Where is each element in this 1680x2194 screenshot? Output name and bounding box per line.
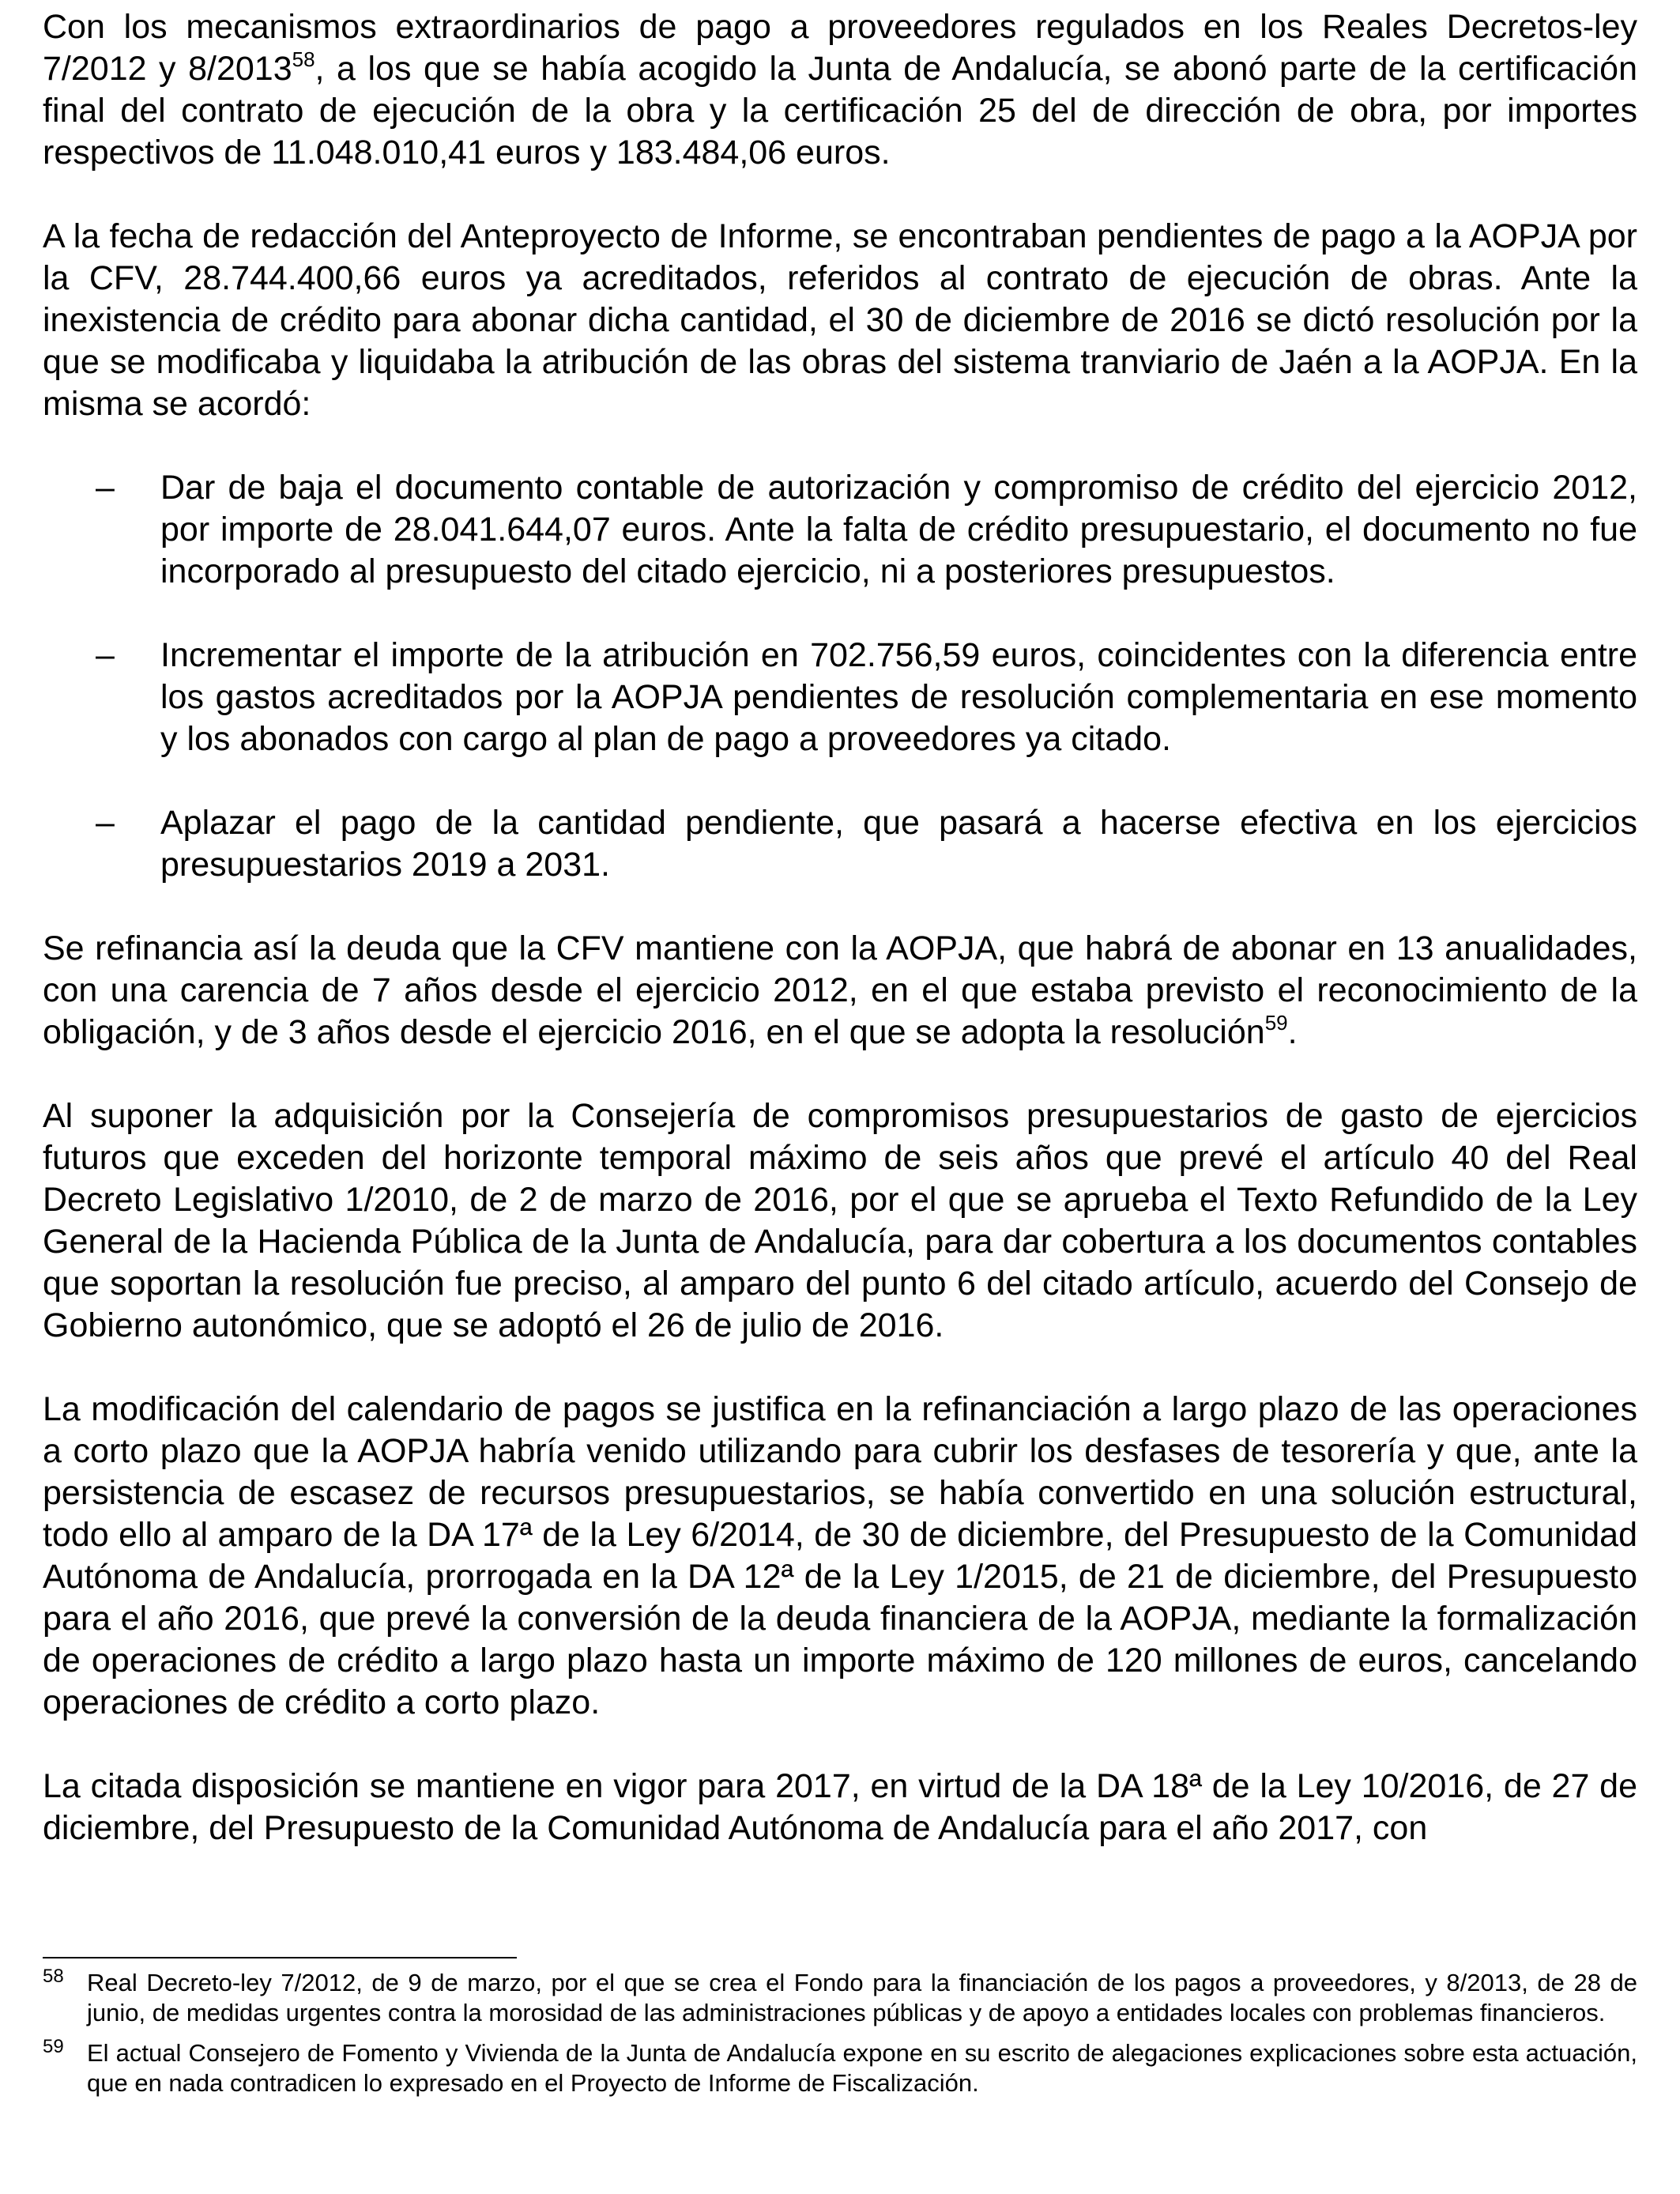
list-item-text: Incrementar el importe de la atribución en 702.756,59 euros, coincidentes con la diferencia entre los gastos acreditados por la AOPJA pendientes de resolución complementaria en ese momento y los abonados con cargo al plan de pago a proveedores ya citado. [160,636,1637,758]
footnote-58 [43,1968,1637,2028]
paragraph-disposicion-vigor: La citada disposición se mantiene en vigor para 2017, en virtud de la DA 18ª de la Ley 10/2016, de 27 de diciembre, del Presupuesto de la Comunidad Autónoma de Andalucía para el año 2017, con [43,1767,1637,1847]
footnote-separator [43,1957,517,1958]
list-item-text: Aplazar el pago de la cantidad pendiente, que pasará a hacerse efectiva en los ejercicios presupuestarios 2019 a 2031. [160,804,1637,884]
document-page [43,6,1637,1849]
paragraph-text: , a los que se había acogido la Junta de Andalucía, se abonó parte de la certificación final del contrato de ejecución de la obra y la certificación 25 del de dirección de obra, por importes respectivos de 11.048.010,41 euros y 183.484,06 euros. [43,50,1637,172]
paragraph-refinancia [43,928,1637,1054]
paragraph-text: . [1287,1013,1298,1051]
paragraph-pendientes-pago: A la fecha de redacción del Anteproyecto de Informe, se encontraban pendientes de pago a la AOPJA por la CFV, 28.744.400,66 euros ya acreditados, referidos al contrato de ejecución de obras. Ante la inexistencia de crédito para abonar dicha cantidad, el 30 de diciembre de 2016 se dictó resolución por la que se modificaba y liquidaba la atribución de las obras del sistema tranviario de Jaén a la AOPJA. En la misma se acordó: [43,217,1637,423]
footnote-ref-59[interactable]: 59 [1264,1011,1288,1035]
list-item-dar-de-baja [43,467,1637,593]
footnote-text: Real Decreto-ley 7/2012, de 9 de marzo, por el que se crea el Fondo para la financiación de los pagos a proveedores, y 8/2013, de 28 de junio, de medidas urgentes contra la morosidad de las administraciones públicas y de apoyo a entidades locales con problemas financieros. [87,1969,1637,2026]
paragraph-calendario-pagos: La modificación del calendario de pagos se justifica en la refinanciación a largo plazo de las operaciones a corto plazo que la AOPJA habría venido utilizando para cubrir los desfases de tesorería y que, ante la persistencia de escasez de recursos presupuestarios, se había convertido en una solución estructural, todo ello al amparo de la DA 17ª de la Ley 6/2014, de 30 de diciembre, del Presupuesto de la Comunidad Autónoma de Andalucía, prorrogada en la DA 12ª de la Ley 1/2015, de 21 de diciembre, del Presupuesto para el año 2016, que prevé la conversión de la deuda financiera de la AOPJA, mediante la formalización de operaciones de crédito a largo plazo hasta un importe máximo de 120 millones de euros, cancelando operaciones de crédito a corto plazo. [43,1390,1637,1721]
footnote-number: 59 [43,2036,64,2057]
list-item-aplazar [43,802,1637,886]
footnote-ref-58[interactable]: 58 [292,47,315,71]
footnote-number: 58 [43,1966,64,1987]
list-item-text: Dar de baja el documento contable de autorización y compromiso de crédito del ejercicio 2012, por importe de 28.041.644,07 euros. Ante la falta de crédito presupuestario, el documento no fue incorporado al presupuesto del citado ejercicio, ni a posteriores presupuestos. [160,469,1637,590]
dash-bullet: – [96,469,115,507]
paragraph-compromisos-presupuestarios: Al suponer la adquisición por la Consejería de compromisos presupuestarios de gasto de ejercicios futuros que exceden del horizonte temporal máximo de seis años que prevé el artículo 40 del Real Decreto Legislativo 1/2010, de 2 de marzo de 2016, por el que se aprueba el Texto Refundido de la Ley General de la Hacienda Pública de la Junta de Andalucía, para dar cobertura a los documentos contables que soportan la resolución fue preciso, al amparo del punto 6 del citado artículo, acuerdo del Consejo de Gobierno autonómico, que se adoptó el 26 de julio de 2016. [43,1097,1637,1344]
dash-bullet: – [96,804,115,842]
dash-bullet: – [96,636,115,674]
paragraph-text: Con los mecanismos extraordinarios de pago a proveedores regulados en los Reales Decretos-ley 7/2012 y 8/2013 [43,8,1637,88]
footnote-59 [43,2038,1637,2098]
list-item-incrementar [43,635,1637,760]
paragraph-text: Se refinancia así la deuda que la CFV mantiene con la AOPJA, que habrá de abonar en 13 anualidades, con una carencia de 7 años desde el ejercicio 2012, en el que estaba previsto el reconocimiento de la obligación, y de 3 años desde el ejercicio 2016, en el que se adopta la resolución [43,929,1637,1051]
footnote-text: El actual Consejero de Fomento y Vivienda de la Junta de Andalucía expone en su escrito de alegaciones explicaciones sobre esta actuación, que en nada contradicen lo expresado en el Proyecto de Informe de Fiscalización. [87,2039,1637,2097]
footnotes-section [43,1957,1637,2098]
paragraph-pago-proveedores [43,6,1637,174]
